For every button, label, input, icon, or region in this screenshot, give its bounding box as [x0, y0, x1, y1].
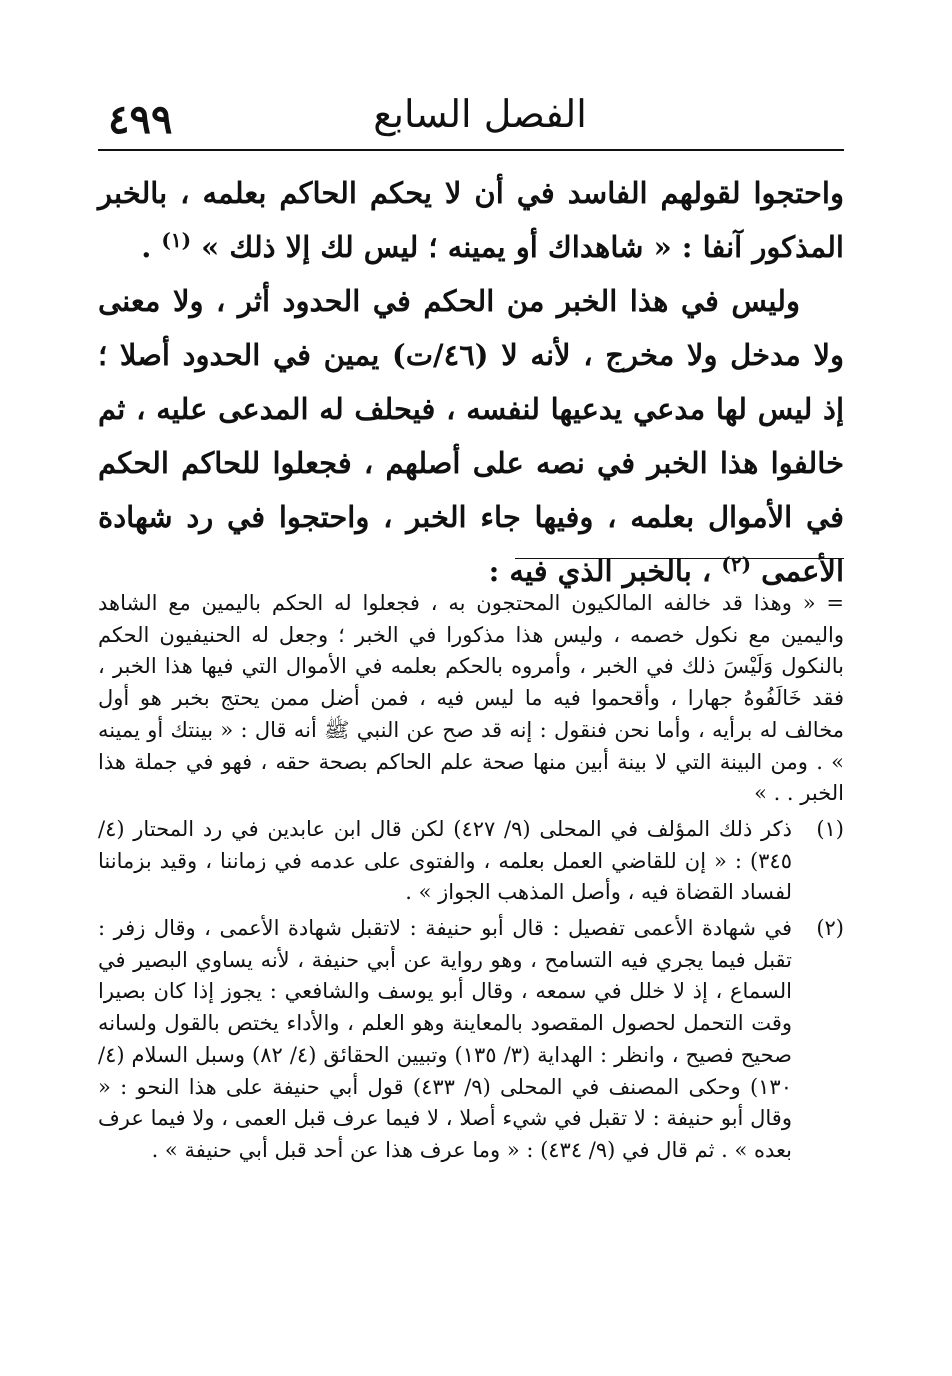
paragraph-2 — [98, 274, 844, 598]
running-title: الفصل السابع — [373, 92, 587, 136]
footnote-1-mark: (١) — [816, 816, 844, 841]
paragraph-2-tail: ، بالخبر الذي فيه : — [488, 554, 722, 588]
footnote-1-text: ذكر ذلك المؤلف في المحلى (٩/ ٤٢٧) لكن قال ابن عابدين في رد المحتار (٤/ ٣٤٥) : « إن للقاضي العمل بعلمه ، والفتوى على عدمه في زماننا ، وقيد بزماننا لفساد القضاة فيه ، وأصل المذهب الجواز » . — [98, 816, 792, 905]
footnote-continuation: = « وهذا قد خالفه المالكيون المحتجون به ، فجعلوا له الحكم باليمين مع الشاهد واليمين مع نكول خصمه ، وليس هذا مذكورا في الخبر ؛ وجعل له الحنيفيون الحكم بالنكول وَلَيْسَ ذلك في الخبر ، وأمروه بالحكم بعلمه في الأموال التي فيها هذا الخبر ، فقد خَالَفُوهُ جهارا ، وأقحموا فيه ما ليس فيه ، فمن أضل ممن يحتج بخبر هو أول مخالف له برأيه ، وأما نحن فنقول : إنه قد صح عن النبي ﷺ أنه قال : « بينتك أو يمينه » . ومن البينة التي لا بينة أبين منها صحة علم الحاكم بصحة حقه ، فهو في جملة هذا الخبر . . » — [98, 591, 844, 806]
footnote-rule — [515, 558, 844, 559]
paragraph-1-text: واحتجوا لقولهم الفاسد في أن لا يحكم الحاكم بعلمه ، بالخبر المذكور آنفا : « شاهداك أو يمينه ؛ ليس لك إلا ذلك » — [98, 176, 844, 264]
footnote-2-mark: (٢) — [816, 916, 844, 941]
main-text — [98, 166, 844, 598]
footnote-1 — [98, 814, 844, 909]
footnote-2 — [98, 913, 844, 1167]
paragraph-1 — [98, 166, 844, 274]
footnote-ref-2: (٢) — [721, 552, 752, 576]
paragraph-2-text: وليس في هذا الخبر من الحكم في الحدود أثر ، ولا معنى ولا مدخل ولا مخرج ، لأنه لا (٤٦/ت) يمين في الحدود أصلا ؛ إذ ليس لها مدعي يدعيها لنفسه ، فيحلف له المدعى عليه ، ثم خالفوا هذا الخبر في نصه على أصلهم ، فجعلوا للحاكم الحكم في الأموال بعلمه ، وفيها جاء الخبر ، واحتجوا في رد شهادة الأعمى — [98, 284, 844, 588]
footnote-ref-1: (١) — [161, 228, 192, 252]
header-rule — [98, 149, 844, 151]
footnote-2-text: في شهادة الأعمى تفصيل : قال أبو حنيفة : لاتقبل شهادة الأعمى ، وقال زفر : تقبل فيما يجري فيه التسامح ، وهو رواية عن أبي حنيفة ، لأنه يساوي البصير في السماع ، إذ لا خلل في سمعه ، وقال أبو يوسف والشافعي : يجوز إذا كان بصيرا وقت التحمل لحصول المقصود بالمعاينة وهو العلم ، والأداء يختص بالقول ولسانه صحيح فصيح ، وانظر : الهداية (٣/ ١٣٥) وتبيين الحقائق (٤/ ٨٢) وسبل السلام (٤/ ١٣٠) وحكى المصنف في المحلى (٩/ ٤٣٣) قول أبي حنيفة على هذا النحو : « وقال أبو حنيفة : لا تقبل في شيء أصلا ، لا فيما عرف قبل العمى ، ولا فيما عرف بعده » . ثم قال في (٩/ ٤٣٤) : « وما عرف هذا عن أحد قبل أبي حنيفة » . — [98, 916, 792, 1162]
paragraph-1-tail: . — [141, 230, 162, 264]
footnotes — [98, 588, 844, 1167]
page-number: ٤٩٩ — [108, 96, 173, 143]
